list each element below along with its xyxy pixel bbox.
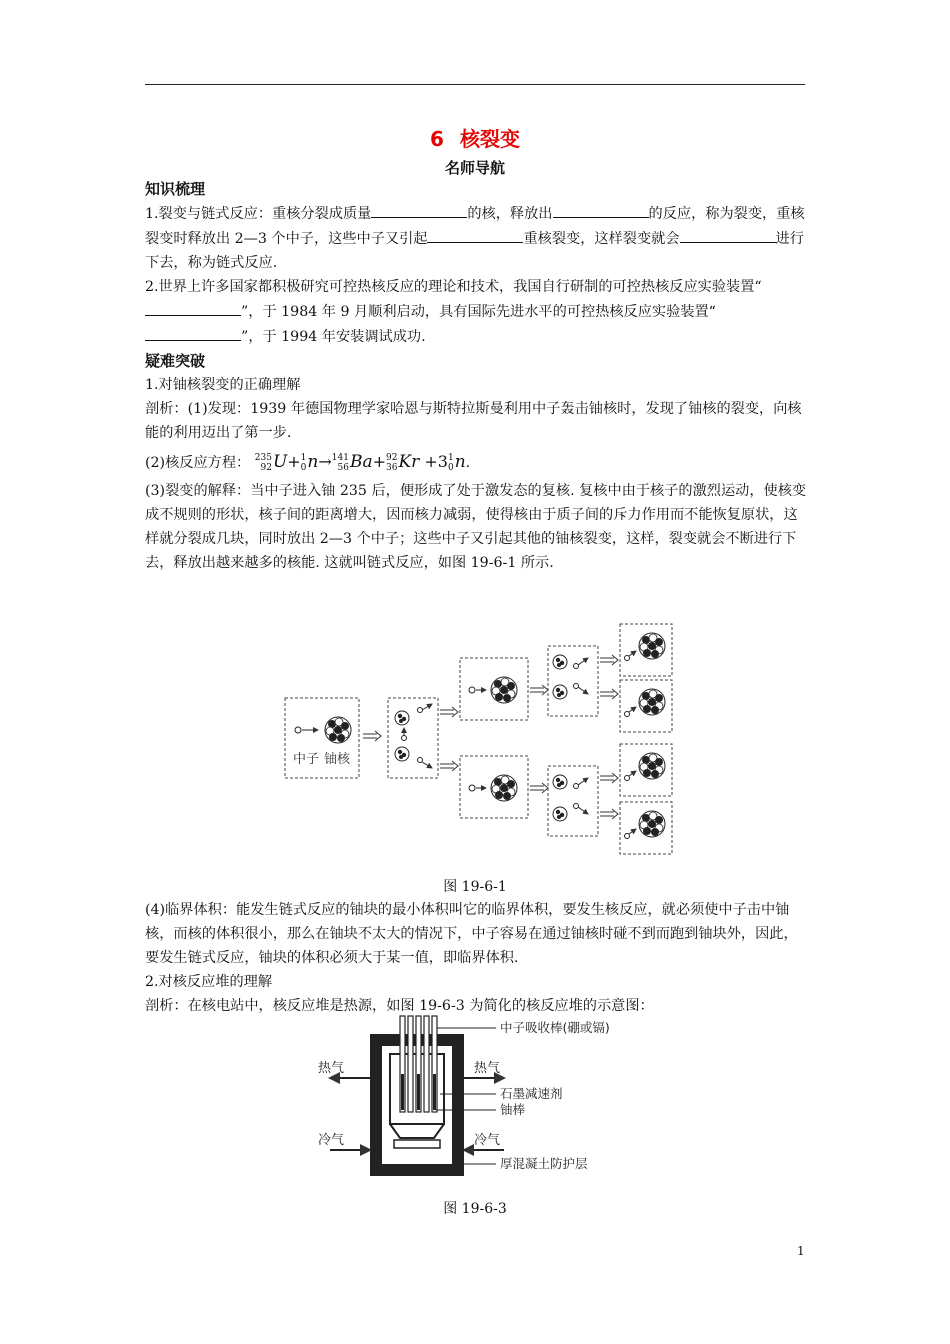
p1-text-a: 1.裂变与链式反应：重核分裂成质量 [145, 206, 372, 222]
fill-blank-2[interactable] [553, 201, 649, 218]
reactor-figure [310, 1012, 650, 1182]
p2-text-b: ”，于 1984 年 9 月顺利启动，具有国际先进水平的可控热核反应实验装置“ [241, 304, 716, 320]
nuclide-krypton: 92 36 Kr [386, 452, 420, 473]
paragraph-discovery: 剖析：(1)发现：1939 年德国物理学家哈恩与斯特拉斯曼利用中子轰击铀核时，发现了铀核的裂变，向核能的利用迈出了第一步. [145, 401, 802, 441]
label-shield: 厚混凝土防护层 [500, 1156, 588, 1171]
page-number: 1 [797, 1244, 805, 1258]
reaction-equation: (2)核反应方程： 235 92 U+ 1 0 n→ 141 56 Ba+ 92 36 Kr +3 1 0 n. [145, 445, 807, 479]
label-absorber-rods: 中子吸收棒(硼或镉) [500, 1020, 610, 1035]
label-hot-right: 热气 [474, 1061, 501, 1076]
reaction-arrow: → [318, 452, 332, 471]
paragraph-2 [145, 275, 807, 349]
fill-blank-5[interactable] [145, 299, 241, 316]
paragraph-1 [145, 201, 807, 275]
nuclide-neutron: 1 0 n [300, 452, 319, 473]
main-content [145, 177, 807, 575]
page-subtitle: 名师导航 [444, 159, 505, 177]
label-graphite: 石墨减速剂 [500, 1086, 563, 1101]
heading-difficulty: 疑难突破 [145, 352, 206, 370]
label-cold-left: 冷气 [318, 1133, 345, 1148]
p1-text-b: 的核，释放出 [467, 206, 553, 222]
label-uranium: 铀核 [324, 752, 351, 767]
p2-text-c: ”，于 1994 年安装调试成功. [241, 329, 426, 345]
paragraph-critical-volume: (4)临界体积：能发生链式反应的铀块的最小体积叫它的临界体积，要发生核反应，就必须使中子击中铀核，而核的体积很小，那么在铀块不太大的情况下，中子容易在通过铀核时碰不到而跑到铀块外，因此，要发生链式反应，铀块的体积必须大于某一值，即临界体积. [145, 902, 798, 966]
header-rule [145, 84, 805, 85]
p2-text-a: 2.世界上许多国家都积极研究可控热核反应的理论和技术，我国自行研制的可控热核反应实验装置“ [145, 279, 762, 295]
label-hot-left: 热气 [318, 1061, 345, 1076]
paragraph-reactor: 剖析：在核电站中，核反应堆是热源，如图 19-6-3 为简化的核反应堆的示意图： [145, 998, 654, 1014]
figure-caption-1: 图 19-6-1 [443, 879, 507, 895]
fill-blank-1[interactable] [371, 201, 467, 218]
equation-label: (2)核反应方程： [145, 455, 251, 471]
p1-text-e: 进行下去，称为链式反应. [145, 231, 804, 271]
label-uranium-rod: 铀棒 [500, 1102, 526, 1117]
title-text: 核裂变 [459, 127, 520, 151]
chain-reaction-figure [280, 620, 675, 860]
item-2-title: 2.对核反应堆的理解 [145, 974, 273, 990]
content-continued [145, 898, 807, 1018]
item-1-title: 1.对铀核裂变的正确理解 [145, 377, 301, 393]
paragraph-explanation: (3)裂变的解释：当中子进入铀 235 后，便形成了处于激发态的复核. 复核中由于核子的激烈运动，使核变成不规则的形状，核子间的距离增大，因而核力减弱，使得核由于质子间的斥力作用而不能恢复原状，这样就分裂成几块，同时放出 2—3 个中子；这些中子又引起其他的铀核裂变，这样，裂变就会不断进行下去，释放出越来越多的核能. 这就叫链式反应，如图 19-6-1 所示. [145, 483, 807, 571]
p1-text-d: 重核裂变，这样裂变就会 [523, 231, 680, 247]
nuclide-uranium: 235 92 U [254, 452, 288, 473]
nuclide-neutron-products: 1 0 n [447, 452, 466, 473]
section-number: 6 [430, 127, 444, 151]
heading-knowledge: 知识梳理 [145, 180, 206, 198]
label-neutron: 中子 [293, 752, 320, 767]
fill-blank-6[interactable] [145, 324, 241, 341]
nuclide-barium: 141 56 Ba [331, 452, 373, 473]
page-title [0, 123, 950, 152]
p1-text-c: 的反应，称为裂变，重核裂变时释放出 2—3 个中子，这些中子又引起 [145, 206, 805, 247]
figure-caption-3: 图 19-6-3 [443, 1201, 507, 1217]
fill-blank-4[interactable] [680, 226, 776, 243]
label-cold-right: 冷气 [474, 1133, 501, 1148]
fill-blank-3[interactable] [427, 226, 523, 243]
